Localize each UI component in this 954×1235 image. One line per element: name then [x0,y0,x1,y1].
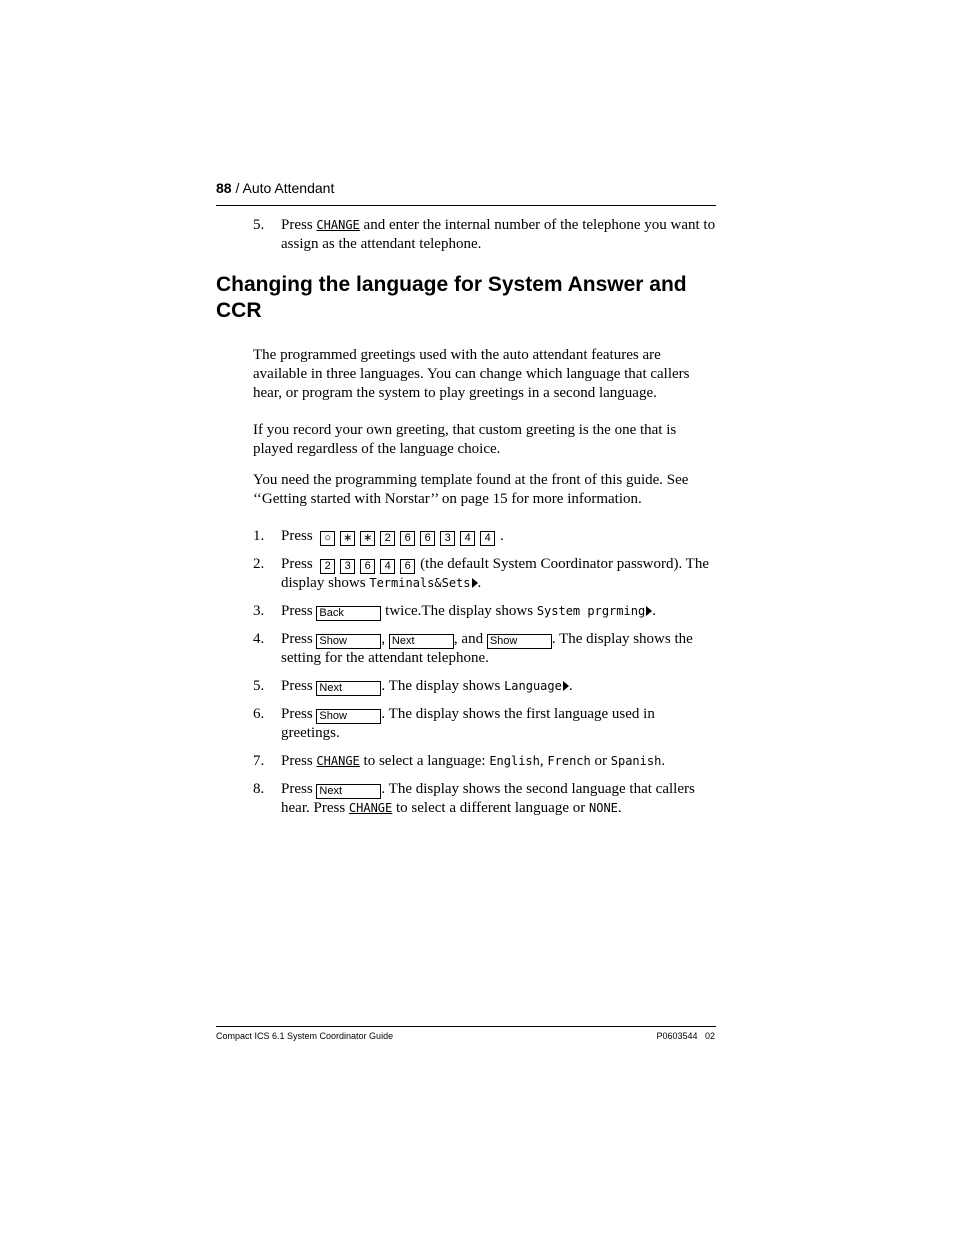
header-separator: / [231,180,243,196]
step-number: 3. [253,603,265,619]
back-softkey: Back [316,606,381,621]
page-number: 88 [216,180,232,196]
step-text: Press Show , Next , and Show . The display shows the setting for the attendant telephone. [281,631,693,666]
feature-key: ○ [320,531,335,546]
step-text: Press CHANGE to select a language: English, French or Spanish. [281,753,666,769]
running-header [216,180,716,196]
dial-key: 4 [480,531,495,546]
show-softkey: Show [487,634,552,649]
star-key: ∗ [360,531,375,546]
header-rule [216,205,716,206]
step-number: 1. [253,528,265,544]
change-softkey-display: CHANGE [348,801,393,815]
step-text: Press 2 3 6 4 6 (the default System Coordinator password). The display shows Terminals&Sets . [281,556,710,591]
language-option-spanish: Spanish [610,754,662,768]
display-text: System prgrming [536,604,646,618]
next-softkey: Next [389,634,454,649]
step-text: Press Next . The display shows Language . [281,678,573,694]
dial-key: 6 [400,531,415,546]
footer-rule [216,1026,716,1027]
step-number: 5. [253,678,265,694]
footer-title: Compact ICS 6.1 System Coordinator Guide [216,1031,394,1041]
language-option-french: French [547,754,591,768]
next-softkey: Next [316,681,381,696]
next-softkey: Next [316,784,381,799]
dial-key: 3 [340,559,355,574]
step-text: Press Show . The display shows the first language used in greetings. [281,706,655,741]
dial-key: 2 [380,531,395,546]
show-softkey: Show [316,709,381,724]
paragraph-custom-greeting: If you record your own greeting, that custom greeting is the one that is played regardless of the language choice. [253,422,677,457]
section-heading: Changing the language for System Answer and CCR [216,273,687,322]
step-number: 4. [253,631,265,647]
paragraph-template: You need the programming template found at the front of this guide. See ‘‘Getting started with Norstar’’ on page 15 for more information. [253,472,689,507]
step-number: 6. [253,706,265,722]
dial-key: 3 [440,531,455,546]
language-option-english: English [489,754,540,768]
display-text: Terminals&Sets [369,576,471,590]
change-softkey-display: CHANGE [316,218,360,232]
paragraph-intro: The programmed greetings used with the auto attendant features are available in three languages. You can change which language that callers hear, or program the system to play greetings in a second language. [253,347,690,401]
step-number: 8. [253,781,265,797]
dial-key: 4 [460,531,475,546]
display-text: Language [504,679,562,693]
dial-key: 4 [380,559,395,574]
language-option-none: NONE [589,801,618,815]
step-number: 2. [253,556,265,572]
dial-key: 2 [320,559,335,574]
step-number: 7. [253,753,265,769]
show-softkey: Show [316,634,381,649]
step-text: Press Next . The display shows the second language that callers hear. Press CHANGE to select a different language or NONE. [281,781,695,816]
star-key: ∗ [340,531,355,546]
footer-doc-number: P0603544 02 [656,1031,715,1041]
step-text: Press CHANGE and enter the internal number of the telephone you want to assign as the attendant telephone. [281,217,716,252]
step-text: Press Back twice.The display shows System prgrming . [281,603,656,619]
step-text: Press ○ ∗ ∗ 2 6 6 3 4 4 . [281,528,504,544]
change-softkey-display: CHANGE [316,754,360,768]
dial-key: 6 [400,559,415,574]
dial-key: 6 [420,531,435,546]
step-number: 5. [253,217,265,233]
dial-key: 6 [360,559,375,574]
header-section: Auto Attendant [242,180,335,196]
